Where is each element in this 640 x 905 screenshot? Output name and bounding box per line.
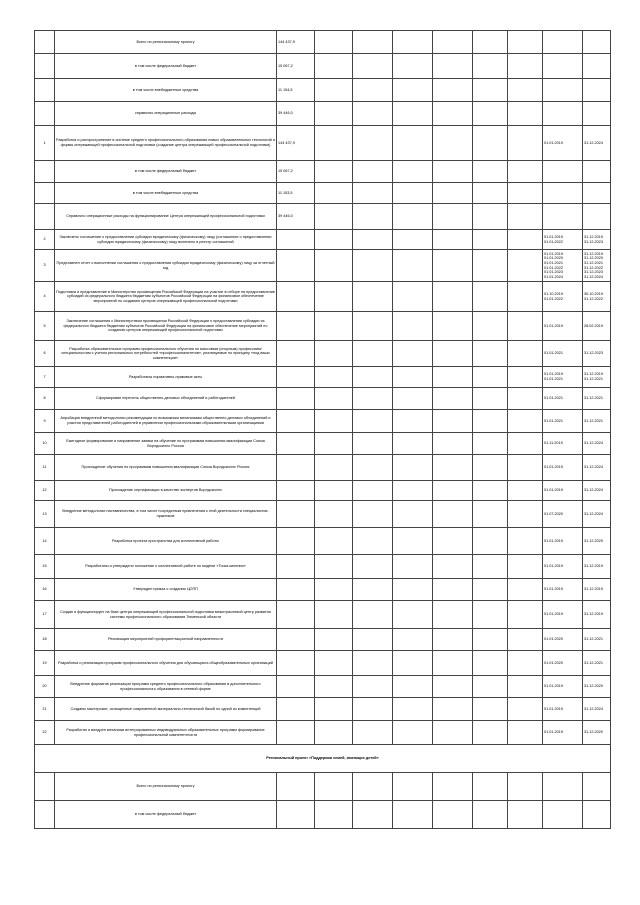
row-name: Утвержден приказ о создании ЦОПП	[55, 579, 277, 601]
item1-sub-extrabudget	[35, 183, 611, 204]
row-amount: 11 154,5	[277, 79, 315, 102]
row-end-date: 31.12.2024	[583, 481, 611, 501]
row-end-date: 31.12.2024	[583, 455, 611, 481]
item-row-16	[35, 579, 611, 601]
row-end-date: 31.12.2021	[583, 388, 611, 410]
row-start-date: 01.07.2020	[543, 501, 583, 528]
row-start-date: 01.01.2019 01.01.2020 01.01.2021 01.01.2022 01.01.2023 01.01.2024	[543, 250, 583, 282]
row-name: Разработан и внедрен механизм интегрированных индивидуальных образовательных программ формирование профессиональной компетентности	[55, 721, 277, 745]
row-start-date: 01.01.2019	[543, 698, 583, 721]
row-name: Разработка проекта пространства для коллективной работы	[55, 528, 277, 555]
row-end-date: 31.12.2024	[583, 501, 611, 528]
item-row-3	[35, 250, 611, 282]
row-start-date: 01.01.2019 01.01.2022	[543, 230, 583, 250]
row-start-date: 01.01.2021	[543, 410, 583, 433]
row-start-date: 01.01.2019	[543, 481, 583, 501]
row-number: 17	[35, 601, 55, 629]
row-name: в том числе федеральный бюджет	[55, 801, 277, 829]
section-title: Региональный проект «Поддержка семей, имеющих детей»	[35, 745, 611, 773]
row-name: Апробация внедренной методологии рекомендации по возможным механизмам общественно-деловых объединений и участия представителей работодателей в управлении профессиональными образовательными организациями	[55, 410, 277, 433]
row-end-date: 31.12.2024	[583, 433, 611, 455]
item-row-7	[35, 367, 611, 388]
row-start-date: 01.01.2019	[543, 528, 583, 555]
row-number: 6	[35, 341, 55, 367]
row-number: 2	[35, 230, 55, 250]
summary-row-extrabudget	[35, 79, 611, 102]
row-name: Созданы мастерские, оснащенные современной материально-технической базой по одной из компетенций	[55, 698, 277, 721]
row-end-date: 31.12.2021	[583, 629, 611, 651]
row-start-date: 01.01.2019	[543, 579, 583, 601]
row-number: 1	[35, 126, 55, 161]
item-row-22	[35, 721, 611, 745]
item-row-9	[35, 410, 611, 433]
row-name: Разработка образовательных программ профессионального обучения по массовым (опорным) профессиям/специальностям с учетом региональных потребностей «профессионалитетов», реализуемые по принципу «под ваши компетенции»	[55, 341, 277, 367]
row-amount: 15 067,2	[277, 54, 315, 79]
item-row-14	[35, 528, 611, 555]
row-start-date: 01.01.2019	[543, 455, 583, 481]
section-header-row	[35, 745, 611, 773]
item-row-12	[35, 481, 611, 501]
row-end-date: 31.12.2020	[583, 721, 611, 745]
row-number: 19	[35, 651, 55, 676]
row-name: в том числе федеральный бюджет	[55, 161, 277, 183]
row-name: Заключено соглашение о предоставлении субсидии юридическому (физическому) лицу (соглашение о предоставлении субсидии юридическому (физическому) лицу включено в реестр соглашений	[55, 230, 277, 250]
item-row-18	[35, 629, 611, 651]
row-name: в том числе внебюджетные средства	[55, 183, 277, 204]
row-name: Разработка и реализация программ профессионального обучения для обучающихся общеобразовательных организаций	[55, 651, 277, 676]
row-number: 16	[35, 579, 55, 601]
row-start-date: 01.01.2019	[543, 555, 583, 579]
bottom-row	[35, 773, 611, 801]
item-row-10	[35, 433, 611, 455]
row-name: Прохождение сертификации в качестве экспертов Ворлдскиллс	[55, 481, 277, 501]
summary-row-total	[35, 31, 611, 54]
item-row-8	[35, 388, 611, 410]
row-end-date: 31.12.2019 31.12.2020 31.12.2021 31.12.2022 31.12.2023 31.12.2024	[583, 250, 611, 282]
item-row-20	[35, 676, 611, 698]
item1-sub-operational	[35, 204, 611, 230]
row-name: Подготовка и представление в Министерство просвещения Российской Федерации на участие в отборе на предоставление субсидий из федерального бюджета бюджетам субъектов Российской Федерации на финансовое обеспечение мероприятий по созданию центров опережающей профессиональной подготовки	[55, 282, 277, 312]
row-name: Представлен отчет о выполнении соглашения о предоставлении субсидии юридическому (физическому) лицу за отчетный год	[55, 250, 277, 282]
row-name: Разработаны и утверждено положение о коллективной работе по модели «Точка кипения»	[55, 555, 277, 579]
row-name: Внедрение форматов реализации программ среднего профессионального образования в дополнительного профессионального образования в сетевой форме	[55, 676, 277, 698]
row-start-date: 01.10.2019 01.01.2022	[543, 282, 583, 312]
row-end-date: 31.12.2021	[583, 651, 611, 676]
summary-row-operational	[35, 102, 611, 126]
row-name: Внедрение методологии наставничества, в том числе посредством привлечения к этой деятельности специалистов-практиков	[55, 501, 277, 528]
budget-table	[34, 30, 611, 829]
row-name: Заключение соглашения с Министерством просвещения Российской Федерации о предоставлении субсидии из федерального бюджета бюджетам субъектов Российской Федерации на финансовое обеспечение мероприятий по созданию центров опережающей профессиональной подготовки	[55, 312, 277, 341]
row-name: Всего по региональному проекту	[55, 31, 277, 54]
row-end-date: 31.12.2024	[583, 698, 611, 721]
row-amount: 39 446,0	[277, 102, 315, 126]
row-end-date: 31.12.2020	[583, 676, 611, 698]
row-start-date: 01.11.2019	[543, 433, 583, 455]
item-row-2	[35, 230, 611, 250]
row-end-date: 31.12.2019 31.12.2023	[583, 230, 611, 250]
row-number: 13	[35, 501, 55, 528]
row-number: 11	[35, 455, 55, 481]
row-amount: 15 067,2	[277, 161, 315, 183]
row-number: 12	[35, 481, 55, 501]
row-number: 4	[35, 282, 55, 312]
item-row-21	[35, 698, 611, 721]
row-name: в том числе внебюджетные средства	[55, 79, 277, 102]
item-row-15	[35, 555, 611, 579]
row-name: Разработаны нормативно-правовые акты	[55, 367, 277, 388]
row-number: 8	[35, 388, 55, 410]
item-row-19	[35, 651, 611, 676]
row-start-date: 01.01.2020	[543, 651, 583, 676]
row-amount: 39 446,0	[277, 204, 315, 230]
row-end-date: 31.12.2019 31.12.2021	[583, 367, 611, 388]
row-name: Сформирован перечень общественно-деловых объединений и работодателей	[55, 388, 277, 410]
row-name: Разработка и распространение в системе среднего профессионального образования новых образовательных технологий и формы опережающей профессиональной подготовки (создание центра опережающей профессиональной подготовки)	[55, 126, 277, 161]
row-number: 10	[35, 433, 55, 455]
row-end-date: 31.12.2021	[583, 410, 611, 433]
item1-sub-federal	[35, 161, 611, 183]
row-number: 7	[35, 367, 55, 388]
item-row-13	[35, 501, 611, 528]
row-number: 14	[35, 528, 55, 555]
row-name: Справочно операционные расходы на функционирование Центра опережающей профессиональной подготовки	[55, 204, 277, 230]
row-number: 5	[35, 312, 55, 341]
row-end-date: 31.12.2020	[583, 528, 611, 555]
row-amount: 11 153,5	[277, 183, 315, 204]
row-number: 22	[35, 721, 55, 745]
item-row-11	[35, 455, 611, 481]
row-start-date: 01.01.2019	[543, 601, 583, 629]
summary-row-federal	[35, 54, 611, 79]
item-row-6	[35, 341, 611, 367]
row-number: 3	[35, 250, 55, 282]
row-end-date: 31.12.2023	[583, 341, 611, 367]
row-end-date: 31.12.2019	[583, 601, 611, 629]
row-name: в том числе федеральный бюджет	[55, 54, 277, 79]
row-name: Прохождение обучения по программам повышения квалификации Союза Ворлдскиллс Россия	[55, 455, 277, 481]
row-start-date: 01.01.2021	[543, 388, 583, 410]
row-amount: 144 437,9	[277, 126, 315, 161]
row-name: Всего по региональному проекту	[55, 773, 277, 801]
item-row-1	[35, 126, 611, 161]
row-end-date: 31.12.2019	[583, 555, 611, 579]
row-start-date: 01.01.2020	[543, 629, 583, 651]
row-number: 18	[35, 629, 55, 651]
row-end-date: 28.02.2019	[583, 312, 611, 341]
row-name: Создан и функционирует на базе центра опережающей профессиональной подготовки межотраслевой центр развития системы профессионального образования Тюменской области	[55, 601, 277, 629]
bottom-row	[35, 801, 611, 829]
row-end-date: 30.10.2019 31.12.2022	[583, 282, 611, 312]
row-start-date: 01.01.2019	[543, 126, 583, 161]
row-end-date: 31.12.2019	[583, 579, 611, 601]
row-number: 9	[35, 410, 55, 433]
row-amount: 144 437,9	[277, 31, 315, 54]
item-row-17	[35, 601, 611, 629]
row-start-date: 01.01.2019	[543, 312, 583, 341]
row-start-date: 01.01.2021	[543, 341, 583, 367]
item-row-4	[35, 282, 611, 312]
row-start-date: 01.01.2019	[543, 676, 583, 698]
row-end-date: 31.12.2024	[583, 126, 611, 161]
row-number: 21	[35, 698, 55, 721]
row-number: 20	[35, 676, 55, 698]
row-name: Ежегодное формирование и направление заявки на обучение по программам повышения квалификации Союза Ворлдскиллс Россия	[55, 433, 277, 455]
row-name: справочно операционные расходы	[55, 102, 277, 126]
item-row-5	[35, 312, 611, 341]
row-number: 15	[35, 555, 55, 579]
row-start-date: 01.01.2019 01.01.2021	[543, 367, 583, 388]
row-start-date: 01.01.2019	[543, 721, 583, 745]
row-name: Реализация мероприятий профориентационной направленности	[55, 629, 277, 651]
